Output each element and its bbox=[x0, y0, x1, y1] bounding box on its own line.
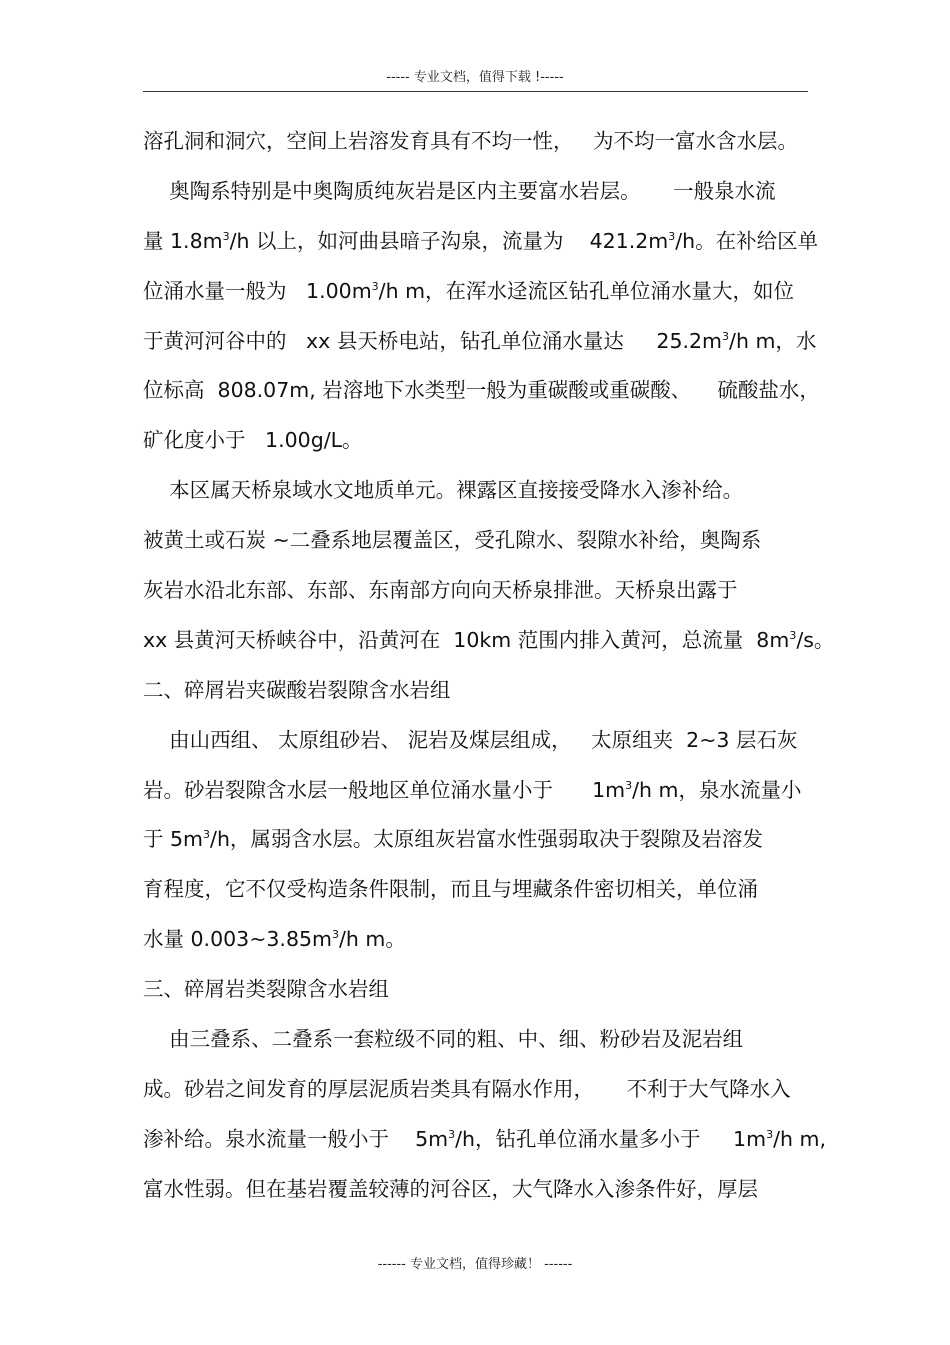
superscript: 3 bbox=[625, 778, 633, 792]
text-line: 育程度，它不仅受构造条件限制，而且与埋藏条件密切相关，单位涌 bbox=[143, 877, 758, 902]
page-footer: ------ 专业文档，值得珍藏！ ------ bbox=[377, 1257, 573, 1272]
text-line: 量 $1.8m^3/h$ 以上，如河曲县暗子沟泉，流量为 $421.2m^3/h$。在补给区单 bbox=[143, 228, 819, 253]
text-line: 富水性弱。但在基岩覆盖较薄的河谷区，大气降水入渗条件好，厚层 bbox=[143, 1176, 758, 1201]
superscript: 3 bbox=[766, 1127, 774, 1141]
section-heading: 三、碎屑岩类裂隙含水岩组 bbox=[143, 977, 389, 1002]
text-line: 灰岩水沿北东部、东部、东南部方向向天桥泉排泄。天桥泉出露于 bbox=[143, 578, 738, 603]
superscript: 3 bbox=[332, 928, 339, 942]
text-line: 于黄河河谷中的 xx 县天桥电站，钻孔单位涌水量达 $25.2m^3/h$ m，水 bbox=[143, 328, 817, 353]
superscript: 3 bbox=[668, 229, 676, 243]
text-line: 由山西组、 太原组砂岩、 泥岩及煤层组成， 太原组夹 2~3 层石灰 bbox=[143, 727, 798, 752]
superscript: 3 bbox=[722, 329, 730, 343]
text-line: 于 $5m^3/h$，属弱含水层。太原组灰岩富水性强弱取决于裂隙及岩溶发 bbox=[143, 827, 763, 852]
superscript: 3 bbox=[371, 279, 379, 293]
page-header: ----- 专业文档，值得下载 !----- bbox=[386, 70, 564, 85]
text-line: 水量 $0.003\sim 3.85m^3/h$ m。 bbox=[143, 927, 406, 952]
superscript: 3 bbox=[203, 828, 211, 842]
text-line: 奥陶系特别是中奥陶质纯灰岩是区内主要富水岩层。 一般泉水流 bbox=[143, 178, 776, 203]
text-line: 成。砂岩之间发育的厚层泥质岩类具有隔水作用， 不利于大气降水入 bbox=[143, 1076, 791, 1101]
section-heading: 二、碎屑岩夹碳酸岩裂隙含水岩组 bbox=[143, 677, 451, 702]
text-line: 溶孔洞和洞穴，空间上岩溶发育具有不均一性， 为不均一富水含水层。 bbox=[143, 129, 799, 153]
superscript: 3 bbox=[789, 629, 797, 643]
text-line: 渗补给。泉水流量一般小于 $5m^3/h$，钻孔单位涌水量多小于 $1m^3/h$ m, bbox=[143, 1126, 826, 1151]
text-line: 矿化度小于 1.00g/L。 bbox=[143, 428, 363, 453]
text-line: 本区属天桥泉域水文地质单元。裸露区直接接受降水入渗补给。 bbox=[143, 478, 744, 503]
text-line: xx 县黄河天桥峡谷中，沿黄河在 10km 范围内排入黄河，总流量 $8m^3/s$。 bbox=[143, 627, 835, 652]
text-line: 被黄土或石炭 ~二叠系地层覆盖区，受孔隙水、裂隙水补给，奥陶系 bbox=[143, 528, 762, 553]
document-body bbox=[143, 121, 835, 1219]
superscript: 3 bbox=[448, 1127, 456, 1141]
text-line: 位涌水量一般为 $1.00m^3/h$ m，在浑水迳流区钻孔单位涌水量大，如位 bbox=[143, 278, 795, 303]
text-line: 岩。砂岩裂隙含水层一般地区单位涌水量小于 $1m^3/h$ m，泉水流量小 bbox=[143, 777, 802, 802]
text-line: 由三叠系、二叠系一套粒级不同的粗、中、细、粉砂岩及泥岩组 bbox=[143, 1027, 744, 1052]
text-line: 位标高 808.07m, 岩溶地下水类型一般为重碳酸或重碳酸、 硫酸盐水， bbox=[143, 378, 820, 403]
header-divider bbox=[143, 91, 808, 92]
superscript: 3 bbox=[222, 229, 230, 243]
